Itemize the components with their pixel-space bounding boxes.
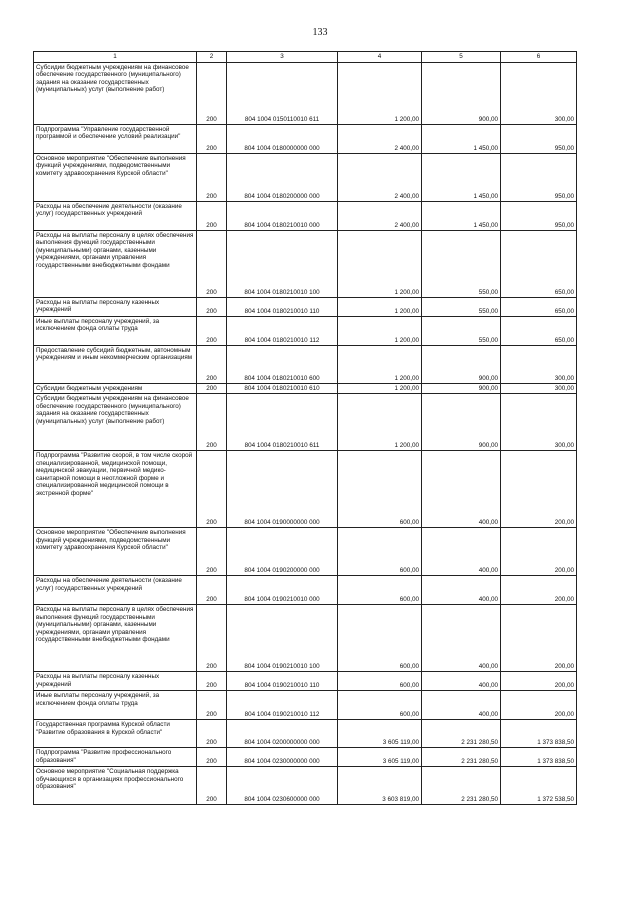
budget-table (33, 51, 577, 805)
row-value-5-cell: 2 231 280,50 (422, 748, 501, 767)
table-row (34, 605, 577, 672)
row-name-cell: Расходы на обеспечение деятельности (оказание услуг) государственных учреждений (34, 202, 197, 231)
row-code-cell: 804 1004 0180210010 112 (227, 317, 338, 346)
row-name-cell: Основное мероприятие "Обеспечение выполнения функций учреждениями, подведомственными комитету здравоохранения Курской области" (34, 528, 197, 576)
table-row (34, 125, 577, 154)
row-code-cell: 804 1004 0190210010 100 (227, 605, 338, 672)
row-code-cell: 804 1004 0180210010 000 (227, 202, 338, 231)
row-value-6-cell: 650,00 (501, 231, 577, 298)
row-value-4-cell: 600,00 (338, 528, 422, 576)
row-code-cell: 804 1004 0180210010 611 (227, 394, 338, 451)
row-name-cell: Расходы на обеспечение деятельности (оказание услуг) государственных учреждений (34, 576, 197, 605)
row-section-cell: 200 (197, 691, 227, 720)
row-value-5-cell: 2 231 280,50 (422, 720, 501, 748)
row-section-cell: 200 (197, 394, 227, 451)
row-name-cell: Подпрограмма "Развитие профессионального образования" (34, 748, 197, 767)
row-value-5-cell: 900,00 (422, 384, 501, 394)
row-value-6-cell: 200,00 (501, 691, 577, 720)
table-row (34, 672, 577, 691)
row-code-cell: 804 1004 0180000000 000 (227, 125, 338, 154)
row-value-6-cell: 1 373 838,50 (501, 720, 577, 748)
header-cell-4: 4 (338, 52, 422, 63)
row-value-5-cell: 400,00 (422, 576, 501, 605)
row-name-cell: Расходы на выплаты персоналу казенных учреждений (34, 672, 197, 691)
row-section-cell: 200 (197, 767, 227, 805)
row-code-cell: 804 1004 0200000000 000 (227, 720, 338, 748)
row-section-cell: 200 (197, 720, 227, 748)
table-row (34, 720, 577, 748)
row-value-6-cell: 650,00 (501, 298, 577, 317)
table-row (34, 748, 577, 767)
row-section-cell: 200 (197, 346, 227, 384)
header-cell-5: 5 (422, 52, 501, 63)
row-code-cell: 804 1004 0180210010 100 (227, 231, 338, 298)
row-name-cell: Подпрограмма "Развитие скорой, в том числе скорой специализированной, медицинской помощи, медицинской эвакуации, первичной медико-санитарной помощи в неотложной форме и специализированной медицинской помощи в экстренной форме" (34, 451, 197, 528)
row-value-5-cell: 400,00 (422, 672, 501, 691)
row-value-5-cell: 400,00 (422, 528, 501, 576)
table-body (34, 63, 577, 805)
page-number: 133 (312, 27, 328, 38)
row-value-4-cell: 1 200,00 (338, 394, 422, 451)
row-name-cell: Подпрограмма "Управление государственной программой и обеспечение условий реализации" (34, 125, 197, 154)
row-section-cell: 200 (197, 605, 227, 672)
row-code-cell: 804 1004 0190210010 000 (227, 576, 338, 605)
row-name-cell: Субсидии бюджетным учреждениям на финансовое обеспечение государственного (муниципального) задания на оказание государственных (муниципальных) услуг (выполнение работ) (34, 394, 197, 451)
row-value-4-cell: 3 605 119,00 (338, 720, 422, 748)
row-value-5-cell: 400,00 (422, 451, 501, 528)
row-code-cell: 804 1004 0190210010 112 (227, 691, 338, 720)
table-row (34, 528, 577, 576)
row-value-6-cell: 200,00 (501, 605, 577, 672)
row-value-5-cell: 550,00 (422, 231, 501, 298)
row-value-4-cell: 1 200,00 (338, 384, 422, 394)
row-value-5-cell: 400,00 (422, 691, 501, 720)
row-value-6-cell: 200,00 (501, 528, 577, 576)
row-value-6-cell: 650,00 (501, 317, 577, 346)
row-value-6-cell: 1 373 838,50 (501, 748, 577, 767)
row-section-cell: 200 (197, 672, 227, 691)
table-row (34, 202, 577, 231)
row-code-cell: 804 1004 0230600000 000 (227, 767, 338, 805)
row-name-cell: Расходы на выплаты персоналу в целях обеспечения выполнения функций государственными (муниципальными) органами, казенными учреждениями, органами управления государственными внебюджетными фондами (34, 231, 197, 298)
table-row (34, 317, 577, 346)
table-row (34, 384, 577, 394)
row-value-6-cell: 300,00 (501, 63, 577, 125)
row-value-6-cell: 300,00 (501, 346, 577, 384)
row-value-5-cell: 1 450,00 (422, 202, 501, 231)
row-code-cell: 804 1004 0190000000 000 (227, 451, 338, 528)
row-value-6-cell: 950,00 (501, 202, 577, 231)
row-code-cell: 804 1004 0190210010 110 (227, 672, 338, 691)
row-value-6-cell: 200,00 (501, 576, 577, 605)
row-value-6-cell: 300,00 (501, 394, 577, 451)
row-value-5-cell: 900,00 (422, 394, 501, 451)
table-row (34, 298, 577, 317)
row-value-4-cell: 1 200,00 (338, 231, 422, 298)
row-value-4-cell: 2 400,00 (338, 125, 422, 154)
table-row (34, 394, 577, 451)
row-section-cell: 200 (197, 125, 227, 154)
row-name-cell: Основное мероприятие "Социальная поддержка обучающихся в организациях профессионального образования" (34, 767, 197, 805)
header-cell-2: 2 (197, 52, 227, 63)
row-value-4-cell: 1 200,00 (338, 298, 422, 317)
row-name-cell: Расходы на выплаты персоналу казенных учреждений (34, 298, 197, 317)
row-value-5-cell: 550,00 (422, 298, 501, 317)
row-code-cell: 804 1004 0180210010 110 (227, 298, 338, 317)
row-name-cell: Предоставление субсидий бюджетным, автономным учреждениям и иным некоммерческим организациям (34, 346, 197, 384)
header-cell-3: 3 (227, 52, 338, 63)
row-value-6-cell: 200,00 (501, 451, 577, 528)
row-code-cell: 804 1004 0230000000 000 (227, 748, 338, 767)
row-code-cell: 804 1004 0180210010 610 (227, 384, 338, 394)
table-row (34, 63, 577, 125)
row-value-6-cell: 950,00 (501, 154, 577, 202)
row-name-cell: Государственная программа Курской области "Развитие образования в Курской области" (34, 720, 197, 748)
row-value-6-cell: 950,00 (501, 125, 577, 154)
row-value-5-cell: 900,00 (422, 63, 501, 125)
header-cell-1: 1 (34, 52, 197, 63)
header-cell-6: 6 (501, 52, 577, 63)
row-value-4-cell: 2 400,00 (338, 202, 422, 231)
row-value-4-cell: 600,00 (338, 451, 422, 528)
row-value-4-cell: 600,00 (338, 691, 422, 720)
row-name-cell: Субсидии бюджетным учреждениям на финансовое обеспечение государственного (муниципального) задания на оказание государственных (муниципальных) услуг (выполнение работ) (34, 63, 197, 125)
table-row (34, 231, 577, 298)
row-value-4-cell: 600,00 (338, 576, 422, 605)
row-value-6-cell: 200,00 (501, 672, 577, 691)
row-section-cell: 200 (197, 298, 227, 317)
row-name-cell: Расходы на выплаты персоналу в целях обеспечения выполнения функций государственными (муниципальными) органами, казенными учреждениями, органами управления государственными внебюджетными фондами (34, 605, 197, 672)
table-row (34, 154, 577, 202)
table-row (34, 576, 577, 605)
row-value-4-cell: 1 200,00 (338, 63, 422, 125)
row-section-cell: 200 (197, 63, 227, 125)
row-code-cell: 804 1004 0150110010 611 (227, 63, 338, 125)
row-value-4-cell: 3 603 819,00 (338, 767, 422, 805)
row-value-4-cell: 2 400,00 (338, 154, 422, 202)
table-row (34, 451, 577, 528)
row-value-4-cell: 1 200,00 (338, 317, 422, 346)
row-section-cell: 200 (197, 154, 227, 202)
row-section-cell: 200 (197, 451, 227, 528)
row-section-cell: 200 (197, 202, 227, 231)
row-name-cell: Иные выплаты персоналу учреждений, за исключением фонда оплаты труда (34, 691, 197, 720)
row-value-4-cell: 600,00 (338, 605, 422, 672)
row-code-cell: 804 1004 0190200000 000 (227, 528, 338, 576)
header-row (34, 52, 577, 63)
row-value-5-cell: 550,00 (422, 317, 501, 346)
row-value-4-cell: 1 200,00 (338, 346, 422, 384)
row-section-cell: 200 (197, 384, 227, 394)
row-value-6-cell: 300,00 (501, 384, 577, 394)
row-section-cell: 200 (197, 317, 227, 346)
table-row (34, 767, 577, 805)
row-value-6-cell: 1 372 538,50 (501, 767, 577, 805)
row-value-5-cell: 1 450,00 (422, 154, 501, 202)
table-row (34, 346, 577, 384)
row-value-5-cell: 2 231 280,50 (422, 767, 501, 805)
row-code-cell: 804 1004 0180210010 600 (227, 346, 338, 384)
row-name-cell: Субсидии бюджетным учреждениям (34, 384, 197, 394)
row-section-cell: 200 (197, 528, 227, 576)
row-value-5-cell: 1 450,00 (422, 125, 501, 154)
row-section-cell: 200 (197, 748, 227, 767)
row-section-cell: 200 (197, 231, 227, 298)
row-name-cell: Иные выплаты персоналу учреждений, за исключением фонда оплаты труда (34, 317, 197, 346)
row-value-5-cell: 900,00 (422, 346, 501, 384)
table-row (34, 691, 577, 720)
row-value-5-cell: 400,00 (422, 605, 501, 672)
row-section-cell: 200 (197, 576, 227, 605)
row-code-cell: 804 1004 0180200000 000 (227, 154, 338, 202)
row-name-cell: Основное мероприятие "Обеспечение выполнения функций учреждениями, подведомственными комитету здравоохранения Курской области" (34, 154, 197, 202)
row-value-4-cell: 600,00 (338, 672, 422, 691)
row-value-4-cell: 3 605 119,00 (338, 748, 422, 767)
